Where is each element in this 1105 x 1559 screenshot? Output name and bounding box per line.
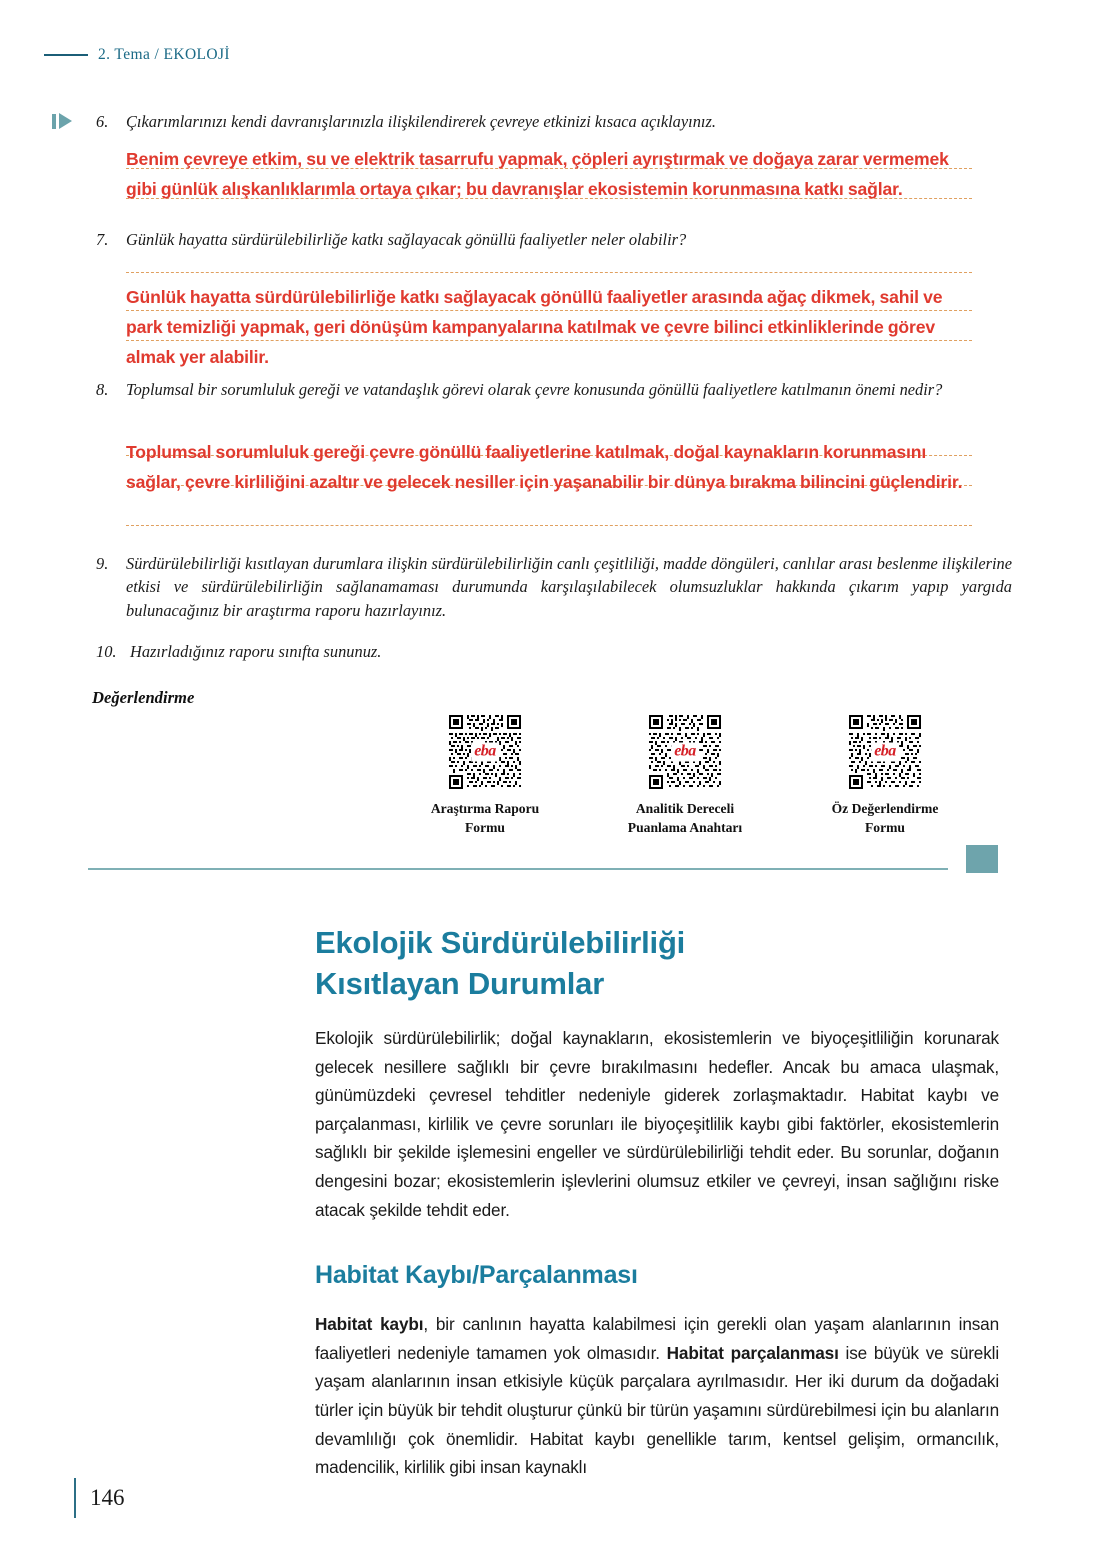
eba-logo: eba <box>471 743 499 762</box>
question-8-text: Toplumsal bir sorumluluk gereği ve vatandaşlık görevi olarak çevre konusunda gönüllü faaliyetlere katılmanın önemi nedir? <box>126 380 943 399</box>
qr-caption <box>431 800 539 838</box>
article-intro-paragraph: Ekolojik sürdürülebilirlik; doğal kaynakların, ekosistemlerin ve biyoçeşitliliğin korunarak gelecek nesillere sağlıklı bir çevre bırakılmasını hedefler. Ancak bu amaca ulaşmak, günümüzdeki çevresel tehditler nedeniyle giderek zorlaşmaktadır. Habitat kaybı ve parçalanması, kirlilik ve çevre sorunları ile biyoçeşitlilik kaybı gibi faktörler, ekosistemlerin sağlıklı bir şekilde işlemesini engeller ve sürdürülebilirliği tehdit eder. Bu sorunlar, doğanın dengesini bozar; ekosistemlerin işlevlerini olumsuz etkiler ve çevreyi, insan sağlığını riske atacak şekilde tehdit eder. <box>315 1028 999 1220</box>
answer-8[interactable] <box>126 437 972 541</box>
question-9-text: Sürdürülebilirliği kısıtlayan durumlara ilişkin sürdürülebilirliğin canlı çeşitliliği, madde döngüleri, canlılar arası beslenme ilişkilerine etkisi ve sürdürülebilirliğin sağlanamaması durumunda karşılaşılabilecek olumsuzluklar hakkında çıkarım yapıp yargıda bulunacağınız bir araştırma raporu hazırlayınız. <box>126 554 1012 620</box>
article-title <box>315 922 999 1004</box>
question-10-number: 10. <box>96 642 117 661</box>
arrow-bullet-triangle <box>59 113 72 129</box>
question-6 <box>96 110 1012 133</box>
qr-caption <box>832 800 939 838</box>
section-divider <box>88 868 948 870</box>
qr-caption-line1: Araştırma Raporu <box>430 801 540 816</box>
qr-caption-line2: Formu <box>464 819 505 835</box>
running-head-rule <box>44 54 88 56</box>
running-head <box>44 46 230 64</box>
qr-code-icon[interactable] <box>847 713 923 791</box>
habitat-kaybi-term: Habitat kaybı <box>315 1314 424 1335</box>
evaluation-heading: Değerlendirme <box>92 688 195 707</box>
qr-caption-line1: Öz Değerlendirme <box>831 801 939 816</box>
eba-logo: eba <box>871 743 899 762</box>
question-10-text: Hazırladığınız raporu sınıfta sununuz. <box>130 642 382 661</box>
habitat-paragraph-part2: , bir canlının hayatta kalabilmesi için gerekli olan yaşam alanlarının insan faaliyetleri nedeniyle tamamen yok olmasıdır. <box>315 1314 999 1363</box>
qr-caption <box>628 800 742 838</box>
answer-6[interactable] <box>126 144 972 218</box>
page-number: 146 <box>90 1485 125 1510</box>
answer-8-text: Toplumsal sorumluluk gereği çevre gönüllü faaliyetlerine katılmak, doğal kaynakların korunmasını sağlar, çevre kirliliğini azaltır ve gelecek nesiller için yaşanabilir bir dünya bırakma bilincini güçlendirir. <box>126 442 963 492</box>
qr-item-arastirma-raporu-formu[interactable] <box>400 713 570 838</box>
qr-code-row <box>400 713 970 838</box>
qr-item-oz-degerlendirme-formu[interactable] <box>800 713 970 838</box>
arrow-bullet-bar <box>52 114 56 129</box>
article-title-line2: Kısıtlayan Durumlar <box>315 966 605 1001</box>
qr-caption-line1: Analitik Dereceli <box>635 801 735 816</box>
question-9-number: 9. <box>96 554 109 573</box>
question-6-text: Çıkarımlarınızı kendi davranışlarınızla ilişkilendirerek çevreye etkinizi kısaca açıklayınız. <box>126 112 716 131</box>
folio <box>74 1478 125 1518</box>
folio-accent-bar <box>74 1478 76 1518</box>
article-title-line1: Ekolojik Sürdürülebilirliği <box>315 925 686 960</box>
answer-6-text: Benim çevreye etkim, su ve elektrik tasarrufu yapmak, çöpleri ayrıştırmak ve doğaya zarar vermemek gibi günlük alışkanlıklarımla ortaya çıkar; bu davranışlar ekosistemin korunmasına katkı sağlar. <box>126 149 949 199</box>
habitat-parcalanmasi-term: Habitat parçalanması <box>666 1342 839 1363</box>
dotted-rule <box>126 525 972 526</box>
answer-7[interactable] <box>126 272 972 368</box>
qr-caption-line2: Formu <box>864 819 905 835</box>
question-7 <box>96 228 1012 251</box>
article <box>315 922 999 1482</box>
running-head-label: 2. Tema / EKOLOJİ <box>98 46 230 63</box>
qr-item-analitik-dereceli-puanlama-anahtari[interactable] <box>600 713 770 838</box>
question-7-text: Günlük hayatta sürdürülebilirliğe katkı sağlayacak gönüllü faaliyetler neler olabilir? <box>126 230 687 249</box>
habitat-paragraph-part4: ise büyük ve sürekli yaşam alanlarının insan etkisiyle küçük parçalara ayrılmasıdır. Her iki durum da doğadaki türler için büyük bir tehdit oluşturur çünkü bir türün yaşamını sürdürebilmesi için bu alanların devamlılığı çok önemlidir. Habitat kaybı genellikle tarım, kentsel gelişim, ormancılık, madencilik, kirlilik gibi insan kaynaklı <box>315 1342 999 1478</box>
question-8-number: 8. <box>96 380 109 399</box>
question-6-number: 6. <box>96 112 109 131</box>
qr-caption-line2: Puanlama Anahtarı <box>627 819 743 835</box>
eba-logo: eba <box>671 743 699 762</box>
question-7-number: 7. <box>96 230 109 249</box>
answer-7-text: Günlük hayatta sürdürülebilirliğe katkı sağlayacak gönüllü faaliyetler arasında ağaç dikmek, sahil ve park temizliği yapmak, geri dönüşüm kampanyalarına katılmak ve çevre bilinci etkinliklerinde görev almak yer alabilir. <box>126 287 943 367</box>
article-habitat-paragraph <box>315 1310 999 1482</box>
question-9 <box>96 552 1012 622</box>
question-10 <box>96 640 1012 663</box>
qr-code-icon[interactable] <box>647 713 723 791</box>
question-8 <box>96 378 1012 401</box>
arrow-bullet-icon <box>52 113 72 129</box>
qr-code-icon[interactable] <box>447 713 523 791</box>
divider-accent-square <box>966 845 998 873</box>
article-subtitle: Habitat Kaybı/Parçalanması <box>315 1261 638 1290</box>
